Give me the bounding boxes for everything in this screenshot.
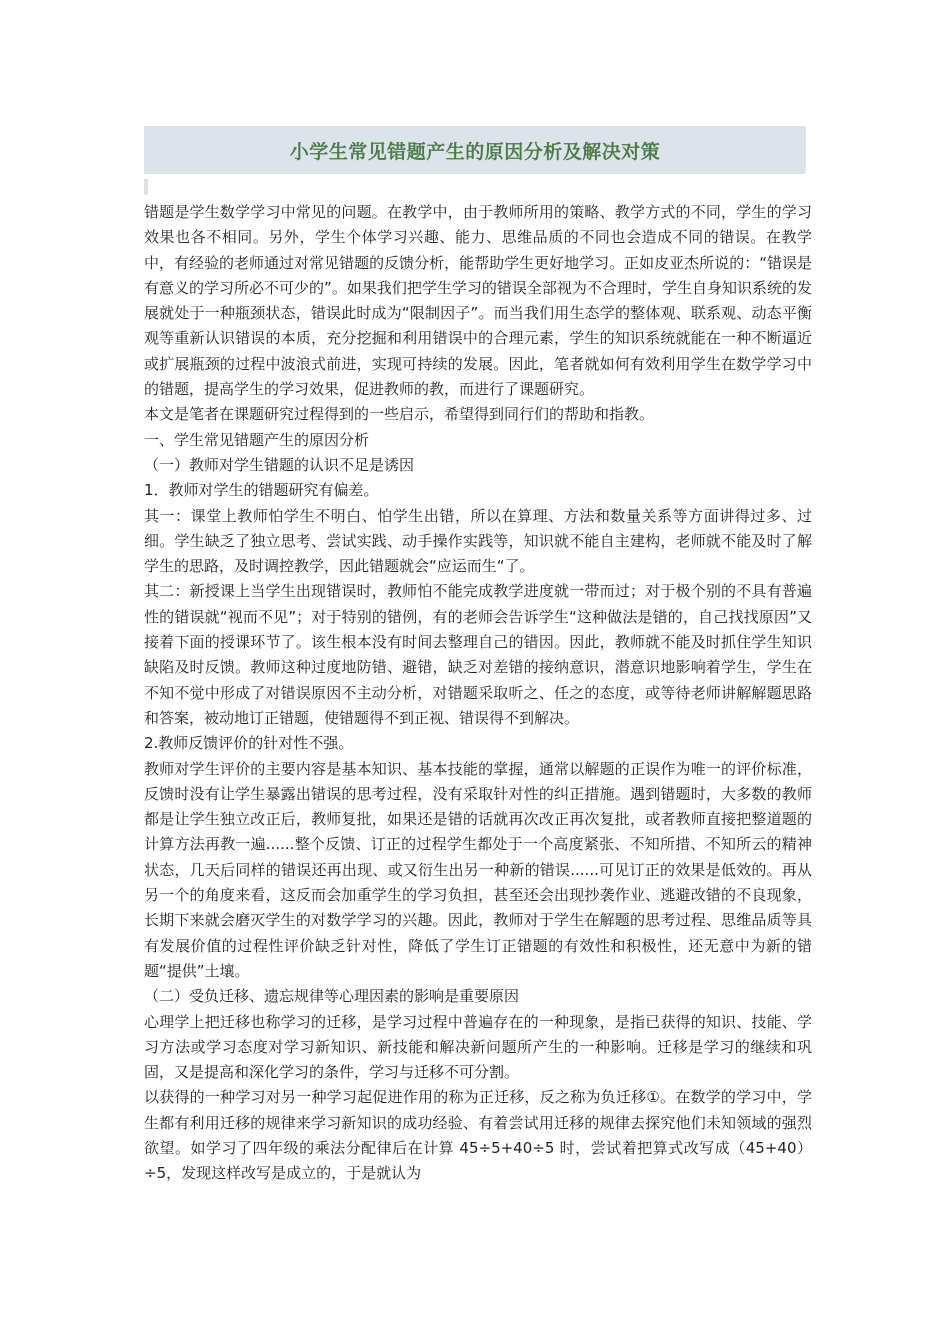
section-marker <box>144 179 148 195</box>
paragraph-feedback: 教师对学生评价的主要内容是基本知识、基本技能的掌握，通常以解题的正误作为唯一的评价标准，反馈时没有让学生暴露出错误的思考过程，没有采取针对性的纠正措施。遇到错题时，大多数的教师都是让学生独立改正后，教师复批，如果还是错的话就再次改正再次复批，或者教师直接把整道题的计算方法再教一遍......整个反馈、订正的过程学生都处于一个高度紧张、不知所措、不知所云的精神状态，几天后同样的错误还再出现、或又衍生出另一种新的错误......可见订正的效果是低效的。再从另一个的角度来看，这反而会加重学生的学习负担，甚至还会出现抄袭作业、逃避改错的不良现象，长期下来就会磨灭学生的对数学学习的兴趣。因此，教师对于学生在解题的思考过程、思维品质等具有发展价值的过程性评价缺乏针对性，降低了学生订正错题的有效性和积极性，还无意中为新的错题“提供”土壤。 <box>144 759 812 980</box>
heading-point-1: 1．教师对学生的错题研究有偏差。 <box>144 481 379 500</box>
paragraph-transfer-definition: 心理学上把迁移也称学习的迁移，是学习过程中普遍存在的一种现象，是指已获得的知识、技能、学习方法或学习态度对学习新知识、新技能和解决新问题所产生的一种影响。迁移是学习的继续和巩固，又是提高和深化学习的条件，学习与迁移不可分割。 <box>144 1012 812 1082</box>
paragraph-purpose: 本文是笔者在课题研究过程得到的一些启示，希望得到同行们的帮助和指教。 <box>144 405 655 424</box>
document-body <box>144 200 812 1187</box>
heading-subsection-1: （一）教师对学生错题的认识不足是诱因 <box>144 455 415 474</box>
paragraph-second-reason: 其二：新授课上当学生出现错误时，教师怕不能完成教学进度就一带而过；对于极个别的不具有普遍性的错误就“视而不见”；对于特别的错例，有的老师会告诉学生“这种做法是错的，自己找找原因”又接着下面的授课环节了。该生根本没有时间去整理自己的错因。因此，教师就不能及时抓住学生知识缺陷及时反馈。教师这种过度地防错、避错，缺乏对差错的接纳意识，潜意识地影响着学生，学生在不知不觉中形成了对错误原因不主动分析，对错题采取听之、任之的态度，或等待老师讲解解题思路和答案，被动地订正错题，使错题得不到正视、错误得不到解决。 <box>144 582 812 727</box>
paragraph-intro: 错题是学生数学学习中常见的问题。在教学中，由于教师所用的策略、教学方式的不同，学生的学习效果也各不相同。另外，学生个体学习兴趣、能力、思维品质的不同也会造成不同的错误。在教学中，有经验的老师通过对常见错题的反馈分析，能帮助学生更好地学习。正如皮亚杰所说的：“错误是有意义的学习所必不可少的”。如果我们把学生学习的错误全部视为不合理时，学生自身知识系统的发展就处于一种瓶颈状态，错误此时成为“限制因子”。而当我们用生态学的整体观、联系观、动态平衡观等重新认识错误的本质，充分挖掘和利用错误中的合理元素，学生的知识系统就能在一种不断逼近或扩展瓶颈的过程中波浪式前进，实现可持续的发展。因此，笔者就如何有效利用学生在数学学习中的错题，提高学生的学习效果，促进教师的教，而进行了课题研究。 <box>144 203 812 399</box>
heading-subsection-2: （二）受负迁移、遗忘规律等心理因素的影响是重要原因 <box>144 987 520 1006</box>
document-title: 小学生常见错题产生的原因分析及解决对策 <box>289 140 661 163</box>
paragraph-first-reason: 其一：课堂上教师怕学生不明白、怕学生出错，所以在算理、方法和数量关系等方面讲得过多、过细。学生缺乏了独立思考、尝试实践、动手操作实践等，知识就不能自主建构，老师就不能及时了解学生的思路，及时调控教学，因此错题就会“应运而生“了。 <box>144 506 812 576</box>
heading-point-2: 2.教师反馈评价的针对性不强。 <box>144 734 354 753</box>
heading-section-1: 一、学生常见错题产生的原因分析 <box>144 430 370 449</box>
paragraph-transfer-example: 以获得的一种学习对另一种学习起促进作用的称为正迁移，反之称为负迁移①。在数学的学习中，学生都有利用迁移的规律来学习新知识的成功经验、有着尝试用迁移的规律去探究他们未知领域的强烈欲望。如学习了四年级的乘法分配律后在计算 45÷5+40÷5 时，尝试着把算式改写成（45+40）÷5，发现这样改写是成立的，于是就认为 <box>144 1088 812 1183</box>
title-banner <box>144 126 806 174</box>
